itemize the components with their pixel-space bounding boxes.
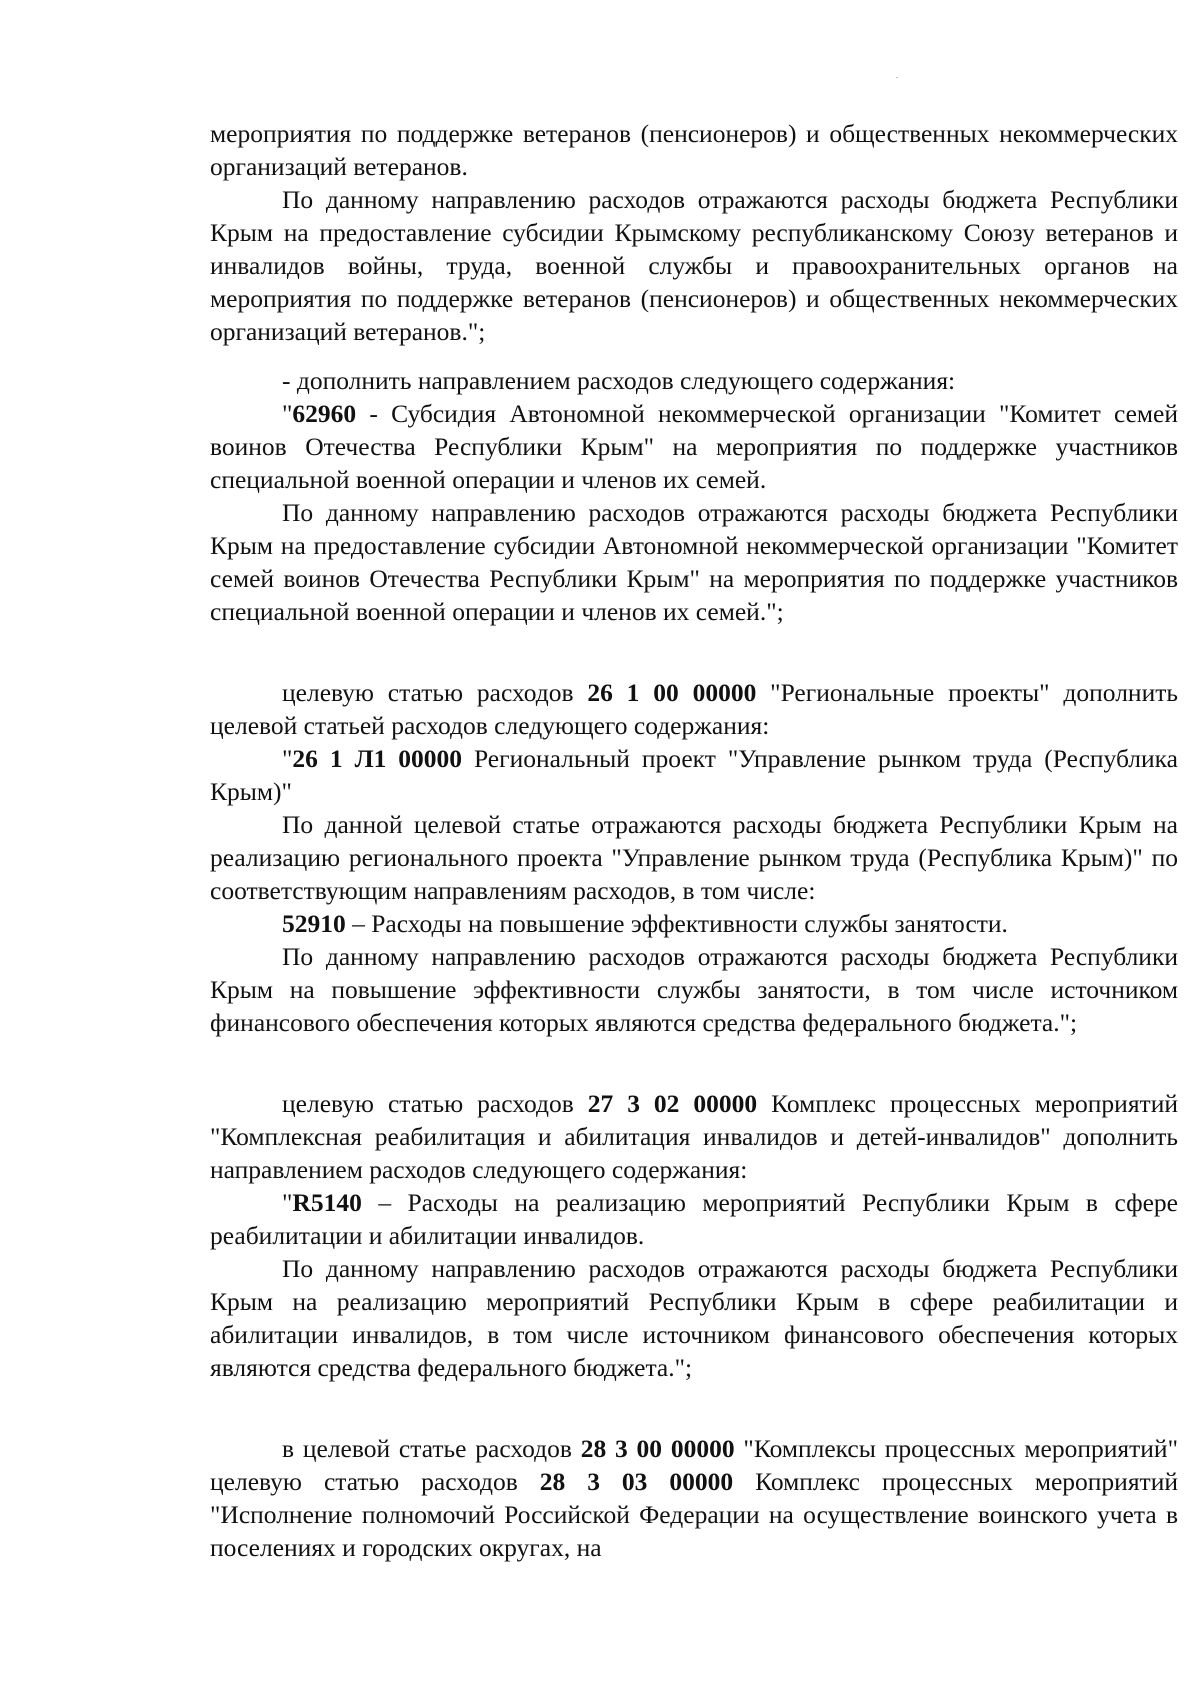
scan-speck bbox=[896, 77, 898, 78]
paragraph-text: По данному направлению расходов отражаются расходы бюджета Республики Крым на предоставление субсидии Автономной некоммерческой организации "Комитет семей воинов Отечества Республики Крым" на мероприятия по поддержке участников специальной военной операции и членов их семей."; bbox=[210, 498, 1178, 626]
budget-code: 28 3 03 00000 bbox=[539, 1467, 734, 1496]
budget-code: 26 1 00 00000 bbox=[587, 678, 757, 707]
paragraph bbox=[210, 397, 1178, 496]
budget-code: 52910 bbox=[282, 909, 346, 938]
paragraph-text: "Комплексы процессных мероприятий" целевую статью расходов bbox=[210, 1434, 1178, 1496]
paragraph bbox=[210, 1087, 1178, 1186]
paragraph-text: Комплекс процессных мероприятий "Исполнение полномочий Российской Федерации на осуществление воинского учета в поселениях и городских округах, на bbox=[210, 1467, 1178, 1562]
paragraph bbox=[210, 907, 1178, 940]
paragraph-text: - Субсидия Автономной некоммерческой организации "Комитет семей воинов Отечества Республики Крым" на мероприятия по поддержке участников специальной военной операции и членов их семей. bbox=[210, 399, 1178, 494]
budget-code: 26 1 Л1 00000 bbox=[292, 744, 463, 773]
paragraph bbox=[210, 742, 1178, 808]
paragraph-text: – Расходы на реализацию мероприятий Республики Крым в сфере реабилитации и абилитации инвалидов. bbox=[210, 1188, 1178, 1250]
paragraph bbox=[210, 1432, 1178, 1564]
paragraph-text: По данному направлению расходов отражаются расходы бюджета Республики Крым на повышение эффективности службы занятости, в том числе источником финансового обеспечения которых являются средства федерального бюджета."; bbox=[210, 942, 1178, 1037]
paragraph bbox=[210, 183, 1178, 348]
paragraph-text: " bbox=[282, 744, 293, 773]
paragraph-text: – Расходы на повышение эффективности службы занятости. bbox=[345, 909, 1008, 938]
paragraph-text: По данному направлению расходов отражаются расходы бюджета Республики Крым на реализацию мероприятий Республики Крым в сфере реабилитации и абилитации инвалидов, в том числе источником финансового обеспечения которых являются средства федерального бюджета."; bbox=[210, 1254, 1178, 1382]
paragraph-text: целевую статью расходов bbox=[282, 678, 588, 707]
paragraph-text: По данному направлению расходов отражаются расходы бюджета Республики Крым на предоставление субсидии Крымскому республиканскому Союзу ветеранов и инвалидов войны, труда, военной службы и правоохранительных органов на мероприятия по поддержке ветеранов (пенсионеров) и общественных некоммерческих организаций ветеранов."; bbox=[210, 185, 1178, 346]
paragraph-text: "Региональные проекты" дополнить целевой статьей расходов следующего содержания: bbox=[210, 678, 1178, 740]
paragraph-text: целевую статью расходов bbox=[282, 1089, 588, 1118]
paragraph bbox=[210, 1186, 1178, 1252]
paragraph bbox=[210, 676, 1178, 742]
paragraph bbox=[210, 496, 1178, 628]
paragraph-text: Региональный проект "Управление рынком труда (Республика Крым)" bbox=[210, 744, 1178, 806]
budget-code: 27 3 02 00000 bbox=[587, 1089, 758, 1118]
paragraph bbox=[210, 364, 1178, 397]
paragraph-text: " bbox=[282, 399, 293, 428]
paragraph-text: Комплекс процессных мероприятий "Комплексная реабилитация и абилитация инвалидов и детей-инвалидов" дополнить направлением расходов следующего содержания: bbox=[210, 1089, 1178, 1184]
document-body bbox=[210, 117, 1178, 1564]
paragraph-text: мероприятия по поддержке ветеранов (пенсионеров) и общественных некоммерческих организаций ветеранов. bbox=[210, 119, 1178, 181]
budget-code: 62960 bbox=[292, 399, 357, 428]
paragraph bbox=[210, 808, 1178, 907]
paragraph-text: в целевой статье расходов bbox=[282, 1434, 581, 1463]
paragraph bbox=[210, 117, 1178, 183]
budget-code: 28 3 00 00000 bbox=[580, 1434, 735, 1463]
paragraph-text: По данной целевой статье отражаются расходы бюджета Республики Крым на реализацию регионального проекта "Управление рынком труда (Республика Крым)" по соответствующим направлениям расходов, в том числе: bbox=[210, 810, 1178, 905]
paragraph-text: " bbox=[282, 1188, 293, 1217]
paragraph bbox=[210, 1252, 1178, 1384]
paragraph-text: - дополнить направлением расходов следующего содержания: bbox=[282, 366, 956, 395]
budget-code: R5140 bbox=[292, 1188, 362, 1217]
paragraph bbox=[210, 940, 1178, 1039]
